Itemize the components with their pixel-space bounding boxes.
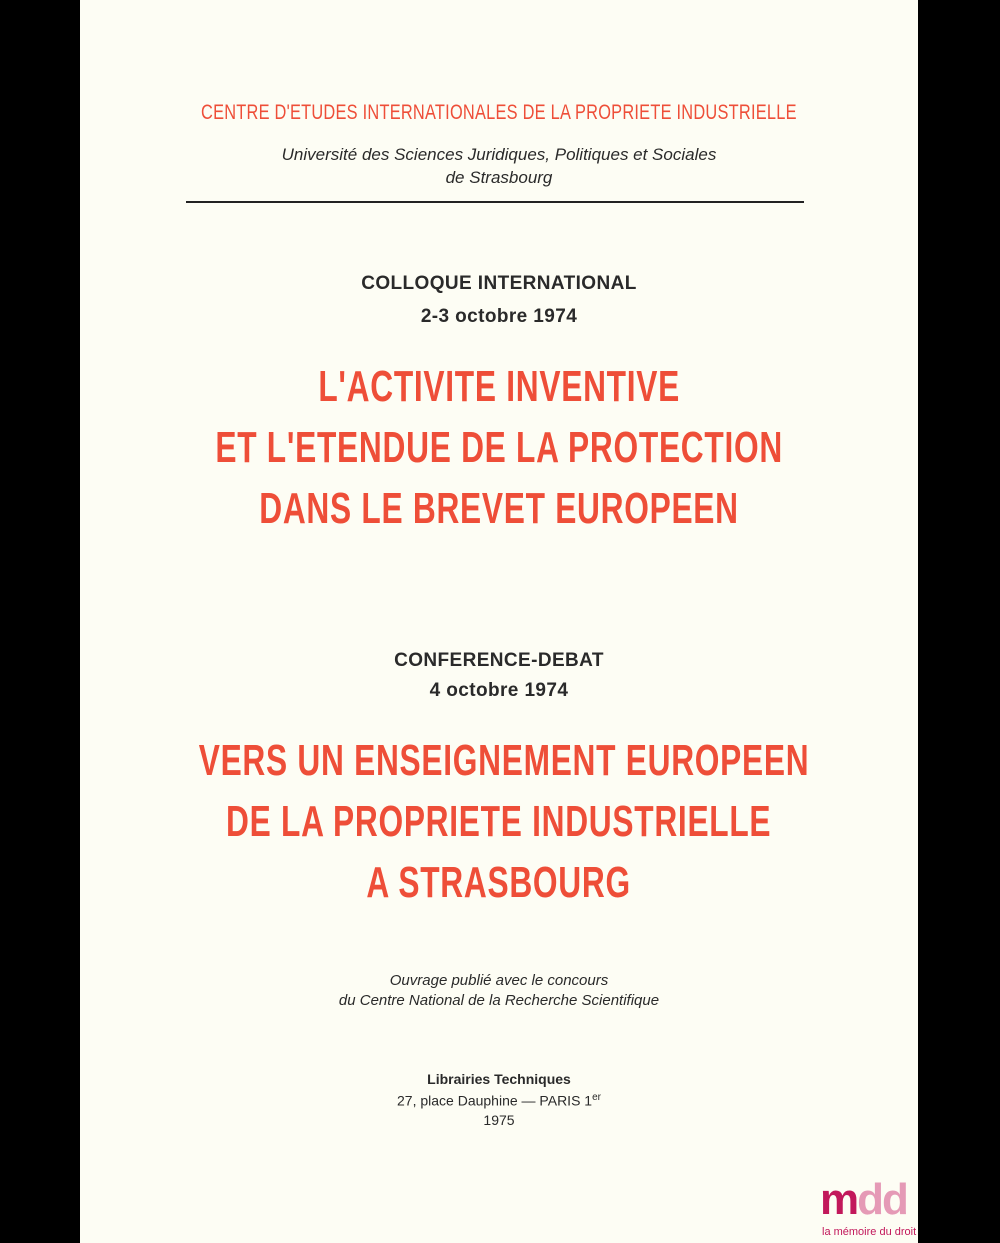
logo-tagline: la mémoire du droit (822, 1226, 917, 1238)
logo-dd: dd (857, 1175, 907, 1224)
colloque-title-line-2-text: ET L'ETENDUE DE LA PROTECTION (215, 423, 783, 472)
colloque-title-line-1 (80, 362, 918, 412)
conference-title-line-1 (80, 736, 918, 786)
institute-heading (80, 100, 918, 125)
logo-m: m (820, 1175, 858, 1224)
colloque-title-line-2 (80, 423, 918, 473)
university-line-2: de Strasbourg (445, 168, 553, 187)
conference-title-line-3-text: A STRASBOURG (366, 858, 632, 907)
publisher-address (80, 1092, 918, 1109)
publication-note-line-1: Ouvrage publié avec le concours (389, 972, 609, 989)
conference-title-line-1-text: VERS UN ENSEIGNEMENT EUROPEEN (198, 736, 810, 785)
conference-title-line-3 (80, 858, 918, 908)
header-divider (186, 201, 804, 203)
colloque-title-line-3 (80, 484, 918, 534)
university-line-1: Université des Sciences Juridiques, Politiques et Sociales (281, 145, 717, 164)
conference-title-line-2-text: DE LA PROPRIETE INDUSTRIELLE (226, 797, 772, 846)
publication-year: 1975 (483, 1112, 515, 1128)
colloque-dates: 2-3 octobre 1974 (420, 306, 578, 327)
book-cover (80, 0, 918, 1243)
conference-title-line-2 (80, 797, 918, 847)
conference-date: 4 octobre 1974 (429, 680, 569, 701)
colloque-label: COLLOQUE INTERNATIONAL (361, 273, 637, 294)
publisher-name: Librairies Techniques (427, 1071, 571, 1087)
mdd-logo (818, 1176, 998, 1243)
mdd-logo-mark (820, 1175, 907, 1224)
conference-label: CONFERENCE-DEBAT (394, 650, 604, 671)
institute-heading-text: CENTRE D'ETUDES INTERNATIONALES DE LA PROPRIETE INDUSTRIELLE (201, 101, 797, 124)
publication-note-line-2: du Centre National de la Recherche Scientifique (338, 992, 660, 1009)
colloque-title-line-1-text: L'ACTIVITE INVENTIVE (318, 362, 680, 411)
publisher-address-text: 27, place Dauphine — PARIS 1 (397, 1092, 593, 1109)
colloque-title-line-3-text: DANS LE BREVET EUROPEEN (259, 484, 739, 533)
publisher-address-superscript: er (592, 1092, 601, 1103)
